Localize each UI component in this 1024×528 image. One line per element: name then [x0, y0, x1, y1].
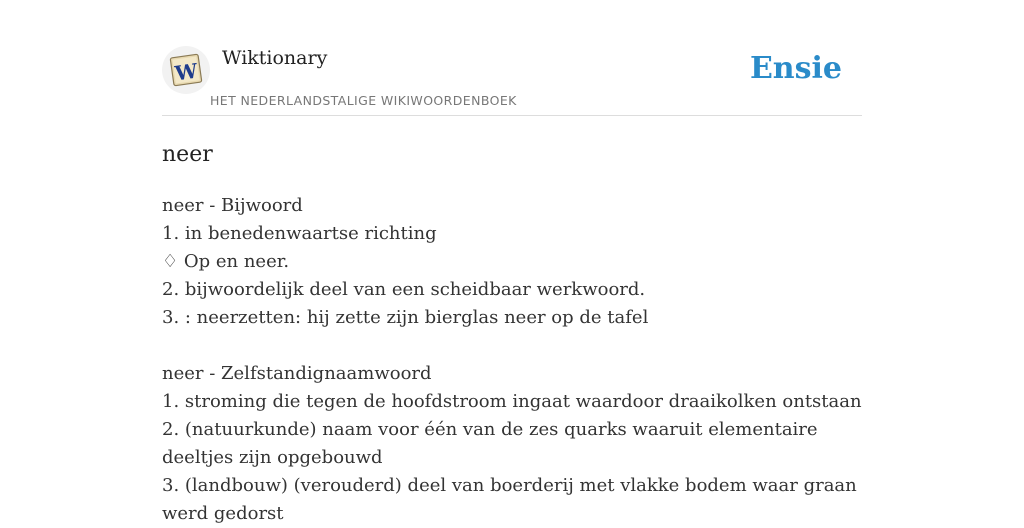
definition-line: 2. (natuurkunde) naam voor één van de zes quarks waaruit elementaire deeltjes zijn opgebouwd: [162, 419, 818, 468]
definition-line: 3. : neerzetten: hij zette zijn bierglas neer op de tafel: [162, 307, 649, 328]
wiktionary-logo[interactable]: [162, 46, 210, 94]
ensie-brand-link[interactable]: Ensie: [749, 51, 842, 86]
definition-content: [162, 192, 862, 528]
svg-text:W: W: [173, 58, 200, 86]
page: [162, 0, 862, 524]
site-title[interactable]: Wiktionary: [222, 47, 328, 69]
definition-line: 1. in benedenwaartse richting: [162, 223, 437, 244]
definition-line: 2. bijwoordelijk deel van een scheidbaar werkwoord.: [162, 279, 646, 300]
example-line: ♢ Op en neer.: [162, 251, 290, 272]
section-heading-bijwoord: neer - Bijwoord: [162, 195, 303, 216]
wiktionary-tile-icon: [168, 52, 204, 88]
headword-title: neer: [162, 142, 213, 167]
definition-line: 3. (landbouw) (verouderd) deel van boerderij met vlakke bodem waar graan werd gedorst: [162, 475, 857, 524]
definition-line: 1. stroming die tegen de hoofdstroom ingaat waardoor draaikolken ontstaan: [162, 391, 862, 412]
site-header: [162, 0, 862, 116]
section-heading-zelfstandignaamwoord: neer - Zelfstandignaamwoord: [162, 363, 432, 384]
section-spacer: [162, 332, 862, 360]
site-tagline: HET NEDERLANDSTALIGE WIKIWOORDENBOEK: [210, 93, 517, 108]
